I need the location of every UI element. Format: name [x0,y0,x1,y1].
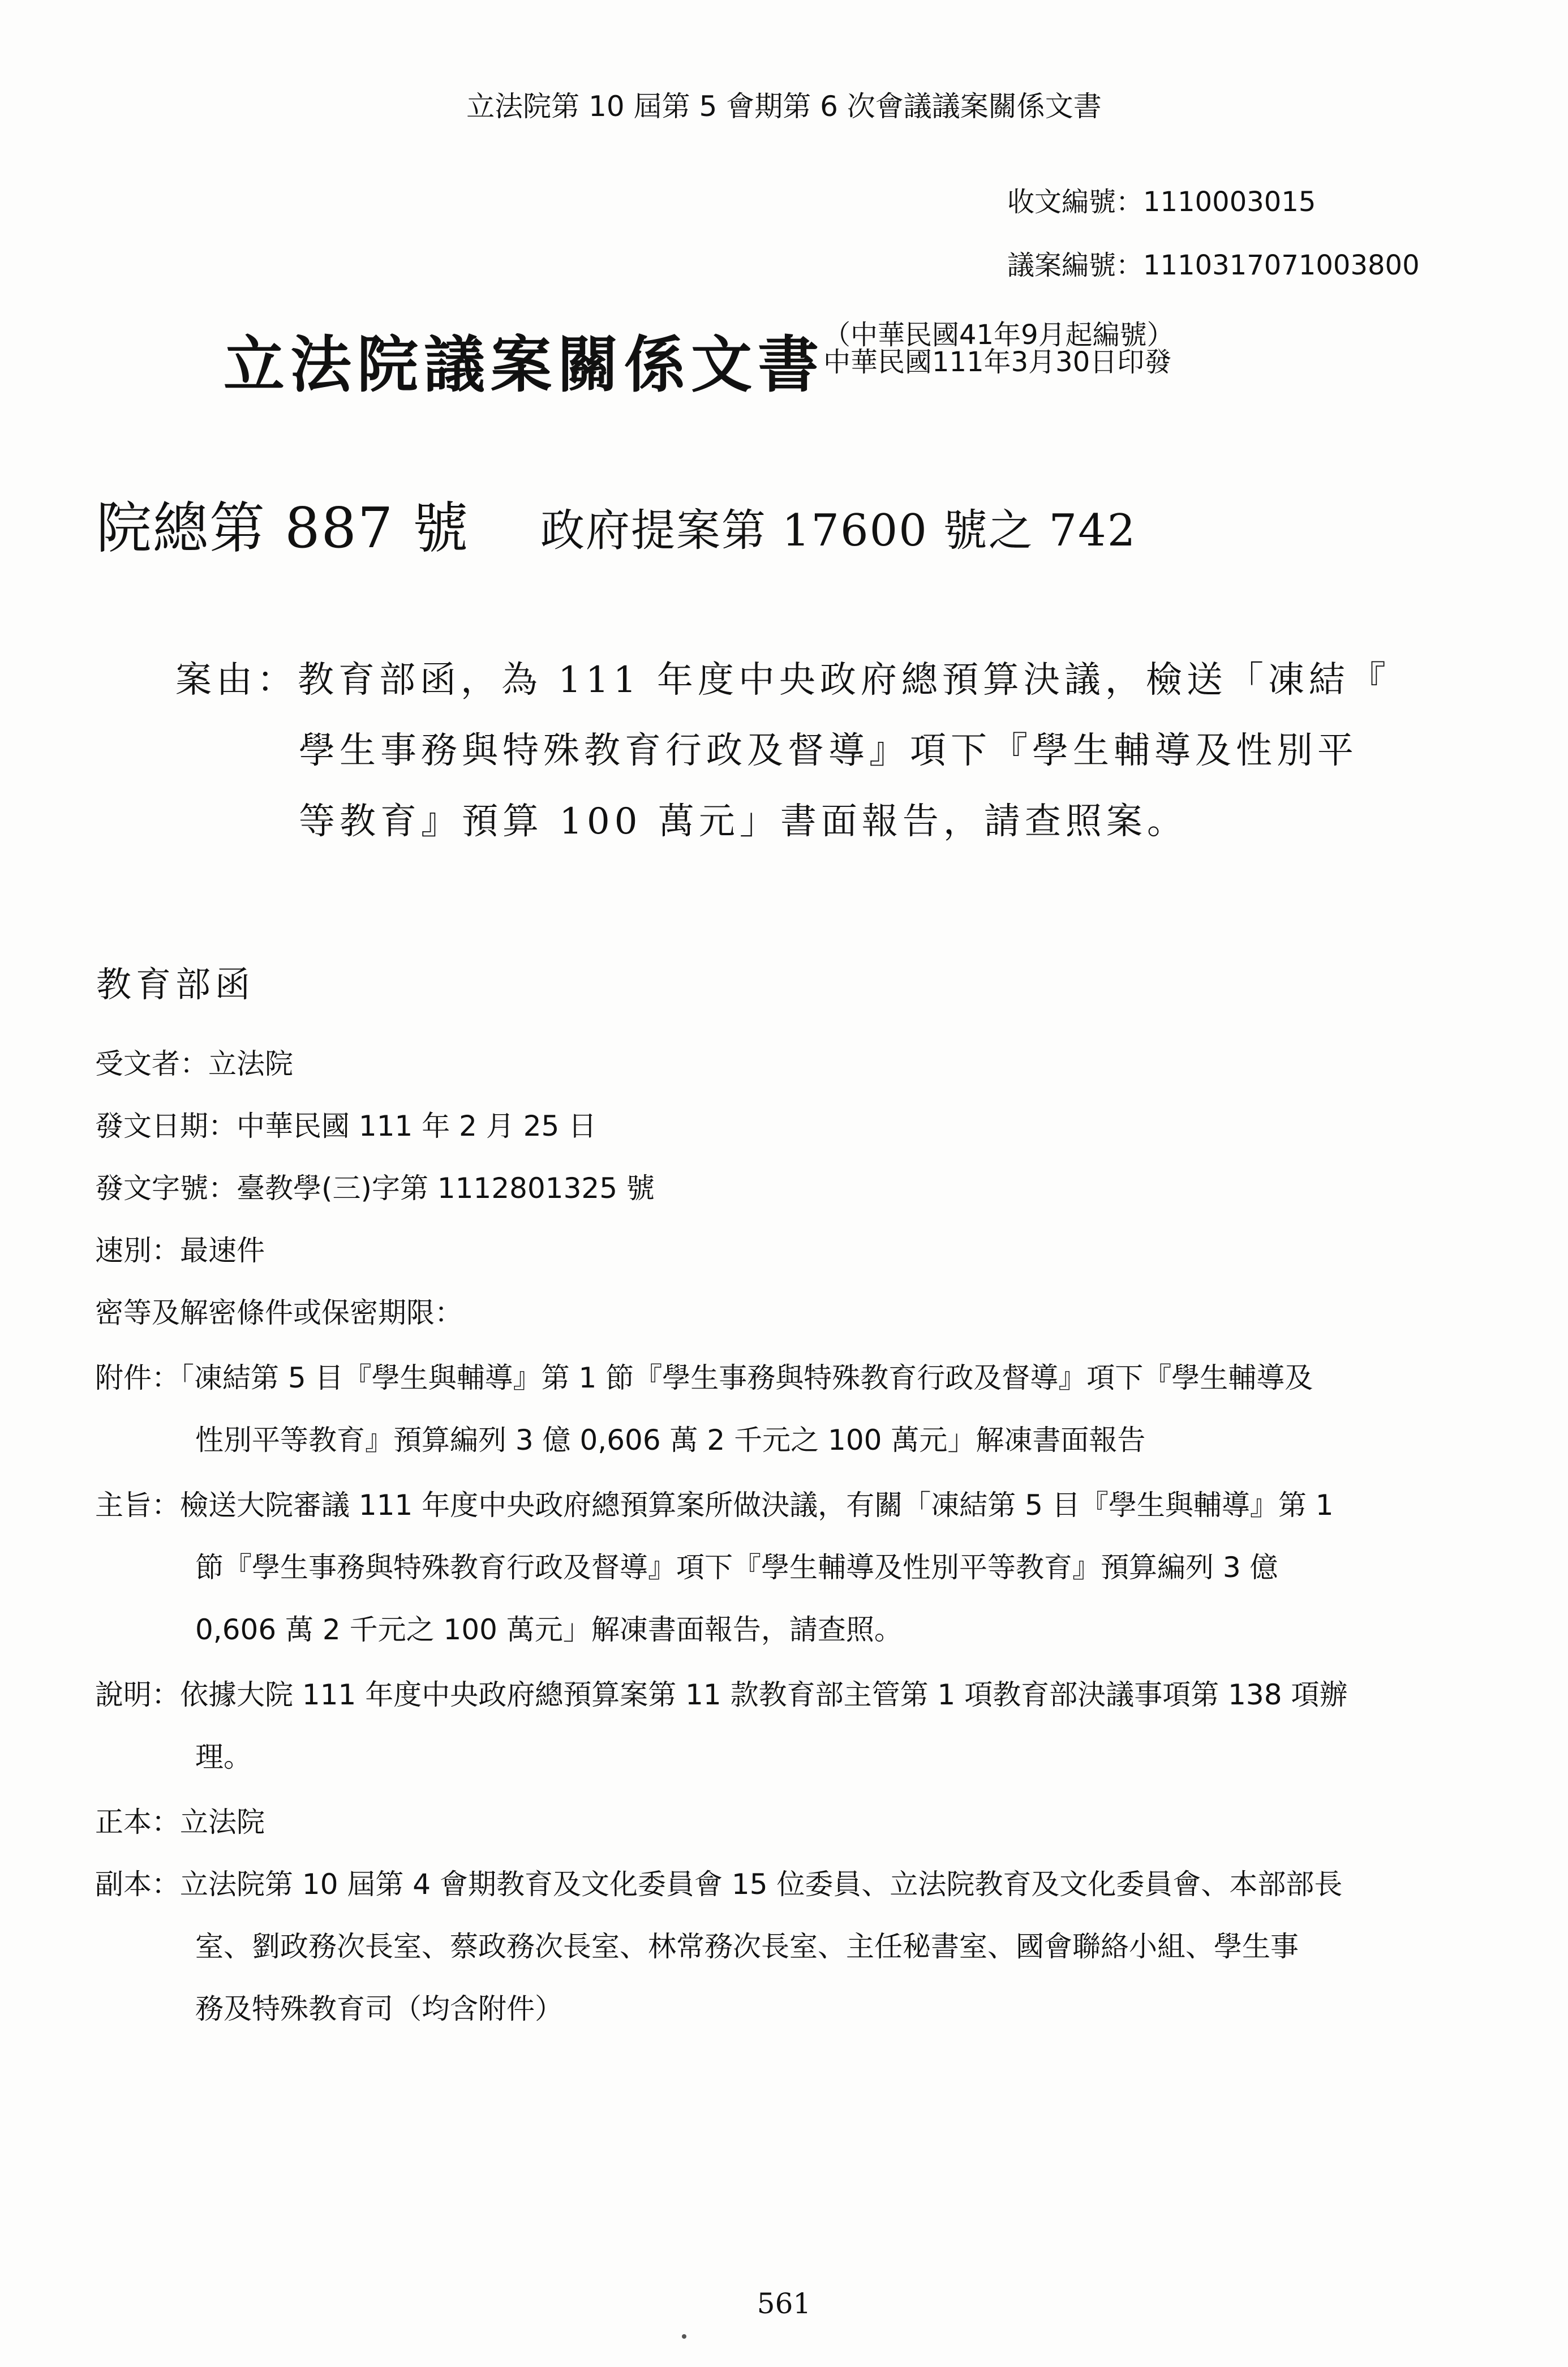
subject-line-3: 0,606 萬 2 千元之 100 萬元」解凍書面報告，請查照。 [195,1613,903,1646]
case-cause-line-2: 學生事務與特殊教育行政及督導』項下『學生輔導及性別平 [299,730,1358,772]
document-header: 立法院第 10 屆第 5 會期第 6 次會議議案關係文書 [466,90,1102,123]
receipt-number: 收文編號：1110003015 [1007,186,1316,218]
secrecy: 密等及解密條件或保密期限： [95,1296,463,1329]
bill-number: 議案編號：1110317071003800 [1007,250,1420,281]
sender-heading: 教育部函 [96,964,255,1005]
case-cause-line-1: 案由：教育部函，為 111 年度中央政府總預算決議，檢送「凍結『 [175,659,1390,701]
scan-speck [682,2334,686,2339]
print-date: 中華民國111年3月30日印發 [823,346,1172,378]
speed: 速別：最速件 [95,1234,265,1267]
copy-line-3: 務及特殊教育司（均含附件） [195,1992,563,2025]
proposal-number: 政府提案第 17600 號之 742 [540,505,1137,556]
recipient: 受文者：立法院 [95,1047,293,1080]
explanation-line-1: 說明：依據大院 111 年度中央政府總預算案第 11 款教育部主管第 1 項教育部決議事項第 138 項辦 [95,1678,1348,1711]
subject-line-1: 主旨：檢送大院審議 111 年度中央政府總預算案所做決議，有關「凍結第 5 目『學生與輔導』第 1 [95,1489,1334,1522]
attachment-line-2: 性別平等教育』預算編列 3 億 0,606 萬 2 千元之 100 萬元」解凍書面報告 [195,1424,1146,1457]
issue-date: 發文日期：中華民國 111 年 2 月 25 日 [95,1110,597,1142]
edition-note: （中華民國41年9月起編號） [823,319,1174,351]
document-title: 立法院議案關係文書 [224,329,825,401]
original-recipient: 正本：立法院 [95,1806,265,1838]
reference-number: 發文字號：臺教學(三)字第 1112801325 號 [95,1172,655,1205]
subject-line-2: 節『學生事務與特殊教育行政及督導』項下『學生輔導及性別平等教育』預算編列 3 億 [195,1551,1278,1584]
explanation-line-2: 理。 [195,1741,252,1773]
case-number: 院總第 887 號 [96,496,470,561]
attachment-line-1: 附件：「凍結第 5 目『學生與輔導』第 1 節『學生事務與特殊教育行政及督導』項下『學生輔導及 [95,1361,1313,1394]
page-number: 561 [757,2287,811,2320]
case-cause-line-3: 等教育』預算 100 萬元」書面報告，請查照案。 [299,801,1188,843]
copy-line-2: 室、劉政務次長室、蔡政務次長室、林常務次長室、主任秘書室、國會聯絡小組、學生事 [195,1930,1299,1963]
copy-line-1: 副本：立法院第 10 屆第 4 會期教育及文化委員會 15 位委員、立法院教育及文化委員會、本部部長 [95,1868,1343,1901]
